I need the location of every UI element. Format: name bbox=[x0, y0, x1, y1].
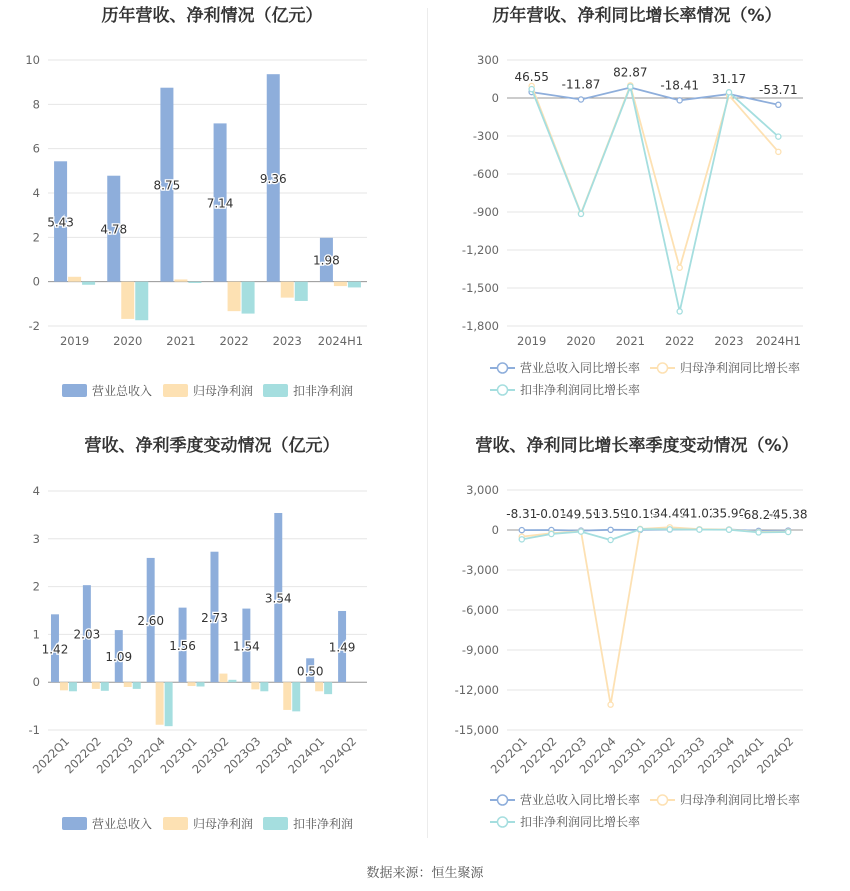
data-label: 35.90 bbox=[711, 506, 747, 521]
bar-deducted-net-profit bbox=[133, 682, 141, 689]
legend-label: 扣非净利润同比增长率 bbox=[520, 815, 641, 829]
data-label: -45.38 bbox=[768, 507, 808, 522]
x-tick-label: 2021 bbox=[615, 334, 645, 348]
x-tick-label: 2024Q1 bbox=[724, 734, 767, 777]
data-label: 5.43 bbox=[47, 215, 74, 230]
bar-deducted-net-profit bbox=[197, 682, 205, 686]
legend-marker bbox=[498, 385, 508, 395]
data-point bbox=[578, 211, 583, 216]
data-point bbox=[608, 702, 613, 707]
x-tick-label: 2022Q3 bbox=[546, 734, 590, 777]
bar-net-profit bbox=[283, 682, 291, 710]
x-tick-label: 2020 bbox=[113, 334, 143, 348]
y-tick-label: -1,200 bbox=[461, 243, 499, 257]
bar-deducted-net-profit bbox=[260, 682, 268, 691]
bar-deducted-net-profit bbox=[292, 682, 300, 711]
data-label: 9.36 bbox=[259, 171, 287, 186]
annual-revenue-profit-bar-chart bbox=[0, 0, 425, 430]
data-label: -49.59 bbox=[561, 507, 601, 522]
data-point bbox=[697, 527, 702, 532]
data-point bbox=[549, 531, 554, 536]
legend-label: 归母净利润同比增长率 bbox=[680, 793, 801, 807]
data-point bbox=[756, 530, 761, 535]
bar-deducted-net-profit bbox=[135, 282, 148, 321]
data-point bbox=[726, 90, 731, 95]
data-label: 2.03 bbox=[73, 627, 101, 642]
y-tick-label: 300 bbox=[477, 53, 499, 67]
y-tick-label: -1,500 bbox=[461, 281, 499, 295]
bar-net-profit bbox=[124, 682, 132, 687]
legend-marker bbox=[658, 795, 668, 805]
data-point bbox=[776, 102, 781, 107]
y-tick-label: 8 bbox=[32, 97, 40, 112]
x-tick-label: 2024Q1 bbox=[285, 734, 328, 777]
data-label: 13.59 bbox=[593, 506, 628, 521]
y-tick-label: 0 bbox=[32, 675, 40, 690]
y-tick-label: -2 bbox=[28, 319, 40, 333]
y-tick-label: 1 bbox=[32, 627, 40, 642]
legend-swatch bbox=[163, 384, 188, 397]
quarter-bar-panel bbox=[0, 430, 425, 860]
bar-net-profit bbox=[92, 682, 100, 689]
y-tick-label: 0 bbox=[491, 91, 499, 105]
x-tick-label: 2023Q2 bbox=[189, 734, 232, 777]
y-tick-label: 2 bbox=[32, 579, 40, 594]
quarterly-growth-rate-line-chart bbox=[425, 430, 850, 860]
bar-deducted-net-profit bbox=[165, 682, 173, 726]
x-tick-label: 2022Q3 bbox=[93, 734, 136, 777]
y-tick-label: -12,000 bbox=[454, 683, 499, 697]
bar-deducted-net-profit bbox=[228, 680, 236, 682]
bar-deducted-net-profit bbox=[82, 282, 95, 285]
data-label: 2.60 bbox=[137, 614, 165, 629]
y-tick-label: -6,000 bbox=[461, 603, 499, 617]
y-tick-label: -900 bbox=[472, 205, 499, 219]
x-tick-label: 2022Q1 bbox=[487, 734, 530, 777]
data-label: 1.42 bbox=[41, 642, 69, 657]
bar-net-profit bbox=[174, 279, 187, 281]
bar-net-profit bbox=[121, 282, 134, 319]
data-label: 1.56 bbox=[169, 638, 196, 653]
data-label: 7.14 bbox=[206, 196, 234, 211]
x-tick-label: 2019 bbox=[59, 334, 90, 348]
data-label: 46.55 bbox=[514, 70, 549, 85]
y-tick-label: 4 bbox=[32, 186, 40, 200]
bar-net-profit bbox=[219, 674, 227, 683]
x-tick-label: 2022Q4 bbox=[576, 734, 619, 777]
source-prefix: 数据来源： bbox=[366, 866, 432, 881]
panel-divider bbox=[427, 8, 428, 838]
data-label: 10.19 bbox=[623, 506, 658, 521]
y-tick-label: 2 bbox=[32, 230, 40, 245]
y-tick-label: -1,800 bbox=[461, 319, 499, 333]
bar-net-profit bbox=[68, 277, 81, 282]
y-tick-label: 3 bbox=[32, 531, 40, 546]
chart-title: 历年营收、净利同比增长率情况（%） bbox=[492, 6, 782, 26]
legend-label: 营业总收入 bbox=[92, 817, 153, 831]
data-point bbox=[786, 529, 791, 534]
data-point bbox=[667, 527, 672, 532]
legend-label: 归母净利润同比增长率 bbox=[680, 361, 801, 375]
x-tick-label: 2023Q1 bbox=[157, 734, 200, 777]
legend-label: 扣非净利润同比增长率 bbox=[520, 383, 641, 397]
data-label: 4.78 bbox=[100, 222, 128, 237]
legend-label: 归母净利润 bbox=[193, 817, 254, 831]
x-tick-label: 2022 bbox=[665, 334, 695, 348]
data-label: -18.41 bbox=[660, 78, 700, 93]
data-label: 2.73 bbox=[201, 610, 228, 625]
y-tick-label: 0 bbox=[491, 523, 499, 537]
x-tick-label: 2022 bbox=[219, 334, 249, 348]
series-line bbox=[532, 85, 779, 267]
x-tick-label: 2023 bbox=[714, 334, 744, 348]
x-tick-label: 2023Q2 bbox=[635, 734, 678, 777]
data-label: -11.87 bbox=[561, 77, 601, 92]
data-label: -53.71 bbox=[758, 82, 798, 97]
x-tick-label: 2022Q2 bbox=[517, 734, 560, 777]
data-source-note bbox=[0, 862, 850, 881]
bar-deducted-net-profit bbox=[348, 282, 361, 288]
bar-net-profit bbox=[60, 682, 68, 690]
series-line bbox=[532, 87, 779, 312]
x-tick-label: 2023Q3 bbox=[221, 734, 264, 777]
x-tick-label: 2023Q4 bbox=[253, 734, 296, 777]
x-tick-label: 2024H1 bbox=[755, 334, 801, 348]
bar-deducted-net-profit bbox=[188, 282, 201, 283]
x-tick-label: 2021 bbox=[166, 334, 196, 348]
bar-deducted-net-profit bbox=[69, 682, 77, 691]
x-tick-label: 2023Q3 bbox=[665, 734, 708, 777]
data-label: 41.02 bbox=[682, 506, 717, 521]
data-point bbox=[529, 87, 534, 92]
y-tick-label: 0 bbox=[32, 274, 40, 289]
data-label: -8.31 bbox=[506, 507, 538, 522]
data-label: 8.75 bbox=[153, 178, 181, 193]
data-point bbox=[776, 149, 781, 154]
legend-marker bbox=[498, 795, 508, 805]
bar-net-profit bbox=[315, 682, 323, 691]
bar-deducted-net-profit bbox=[101, 682, 109, 691]
y-tick-label: 3,000 bbox=[466, 483, 499, 497]
bar-net-profit bbox=[156, 682, 164, 725]
legend-marker bbox=[658, 363, 668, 373]
bar-net-profit bbox=[228, 282, 241, 311]
x-tick-label: 2020 bbox=[566, 334, 596, 348]
data-label: 1.98 bbox=[313, 253, 340, 268]
data-point bbox=[519, 537, 524, 542]
data-label: -0.01 bbox=[535, 507, 567, 522]
legend-label: 营业总收入同比增长率 bbox=[520, 361, 641, 375]
x-tick-label: 2022Q4 bbox=[125, 734, 168, 777]
y-tick-label: -300 bbox=[472, 129, 499, 143]
legend-swatch bbox=[163, 817, 188, 830]
data-label: 82.87 bbox=[613, 65, 648, 80]
annual-growth-rate-line-chart bbox=[425, 0, 850, 430]
annual-line-panel bbox=[425, 0, 850, 430]
x-tick-label: 2024H1 bbox=[317, 334, 364, 348]
legend-swatch bbox=[62, 384, 87, 397]
data-label: 31.17 bbox=[711, 72, 747, 87]
chart-title: 营收、净利季度变动情况（亿元） bbox=[84, 436, 340, 456]
chart-title: 历年营收、净利情况（亿元） bbox=[101, 6, 323, 26]
data-label: 0.50 bbox=[296, 664, 324, 679]
bar-net-profit bbox=[188, 682, 196, 686]
legend-label: 归母净利润 bbox=[193, 384, 254, 398]
data-point bbox=[628, 84, 633, 89]
x-tick-label: 2024Q2 bbox=[754, 734, 797, 777]
legend-label: 营业总收入 bbox=[92, 384, 153, 398]
x-tick-label: 2023Q1 bbox=[606, 734, 649, 777]
data-label: -68.24 bbox=[739, 507, 778, 522]
y-tick-label: -600 bbox=[472, 167, 499, 181]
data-point bbox=[776, 134, 781, 139]
bar-deducted-net-profit bbox=[295, 282, 308, 301]
legend-swatch bbox=[263, 384, 288, 397]
data-point bbox=[726, 527, 731, 532]
x-tick-label: 2024Q2 bbox=[316, 734, 360, 777]
bar-deducted-net-profit bbox=[324, 682, 332, 694]
series-line bbox=[522, 527, 788, 704]
annual-bar-panel bbox=[0, 0, 425, 430]
legend-marker bbox=[498, 817, 508, 827]
x-tick-label: 2022Q2 bbox=[61, 734, 104, 777]
data-point bbox=[677, 265, 682, 270]
data-point bbox=[608, 537, 613, 542]
y-tick-label: -9,000 bbox=[461, 643, 499, 657]
x-tick-label: 2019 bbox=[517, 334, 547, 348]
legend-label: 扣非净利润 bbox=[293, 817, 354, 831]
chart-title: 营收、净利同比增长率季度变动情况（%） bbox=[475, 436, 799, 456]
data-point bbox=[519, 528, 524, 533]
legend-label: 营业总收入同比增长率 bbox=[520, 793, 641, 807]
y-tick-label: -3,000 bbox=[461, 563, 499, 577]
data-point bbox=[608, 527, 613, 532]
bar-net-profit bbox=[251, 682, 259, 689]
legend-marker bbox=[498, 363, 508, 373]
data-label: 34.49 bbox=[652, 506, 687, 521]
data-point bbox=[677, 98, 682, 103]
bar-net-profit bbox=[334, 282, 347, 286]
legend-label: 扣非净利润 bbox=[293, 384, 354, 398]
x-tick-label: 2023Q4 bbox=[694, 734, 738, 777]
x-tick-label: 2022Q1 bbox=[29, 734, 73, 777]
source-name: 恒生聚源 bbox=[431, 866, 484, 881]
data-label: 1.49 bbox=[328, 640, 356, 655]
data-point bbox=[677, 309, 682, 314]
data-point bbox=[638, 527, 643, 532]
data-label: 1.09 bbox=[105, 650, 133, 665]
legend-swatch bbox=[263, 817, 288, 830]
data-point bbox=[578, 529, 583, 534]
bar-deducted-net-profit bbox=[242, 282, 255, 314]
y-tick-label: 10 bbox=[25, 53, 40, 67]
data-label: 1.54 bbox=[233, 639, 260, 654]
y-tick-label: -15,000 bbox=[454, 723, 499, 737]
bar-net-profit bbox=[281, 282, 294, 298]
y-tick-label: 4 bbox=[32, 484, 40, 498]
data-point bbox=[578, 97, 583, 102]
x-tick-label: 2023 bbox=[272, 334, 302, 348]
quarter-line-panel bbox=[425, 430, 850, 860]
legend-swatch bbox=[62, 817, 87, 830]
quarterly-revenue-profit-bar-chart bbox=[0, 430, 425, 860]
y-tick-label: 6 bbox=[32, 141, 40, 156]
y-tick-label: -1 bbox=[28, 723, 40, 737]
data-label: 3.54 bbox=[264, 591, 292, 606]
